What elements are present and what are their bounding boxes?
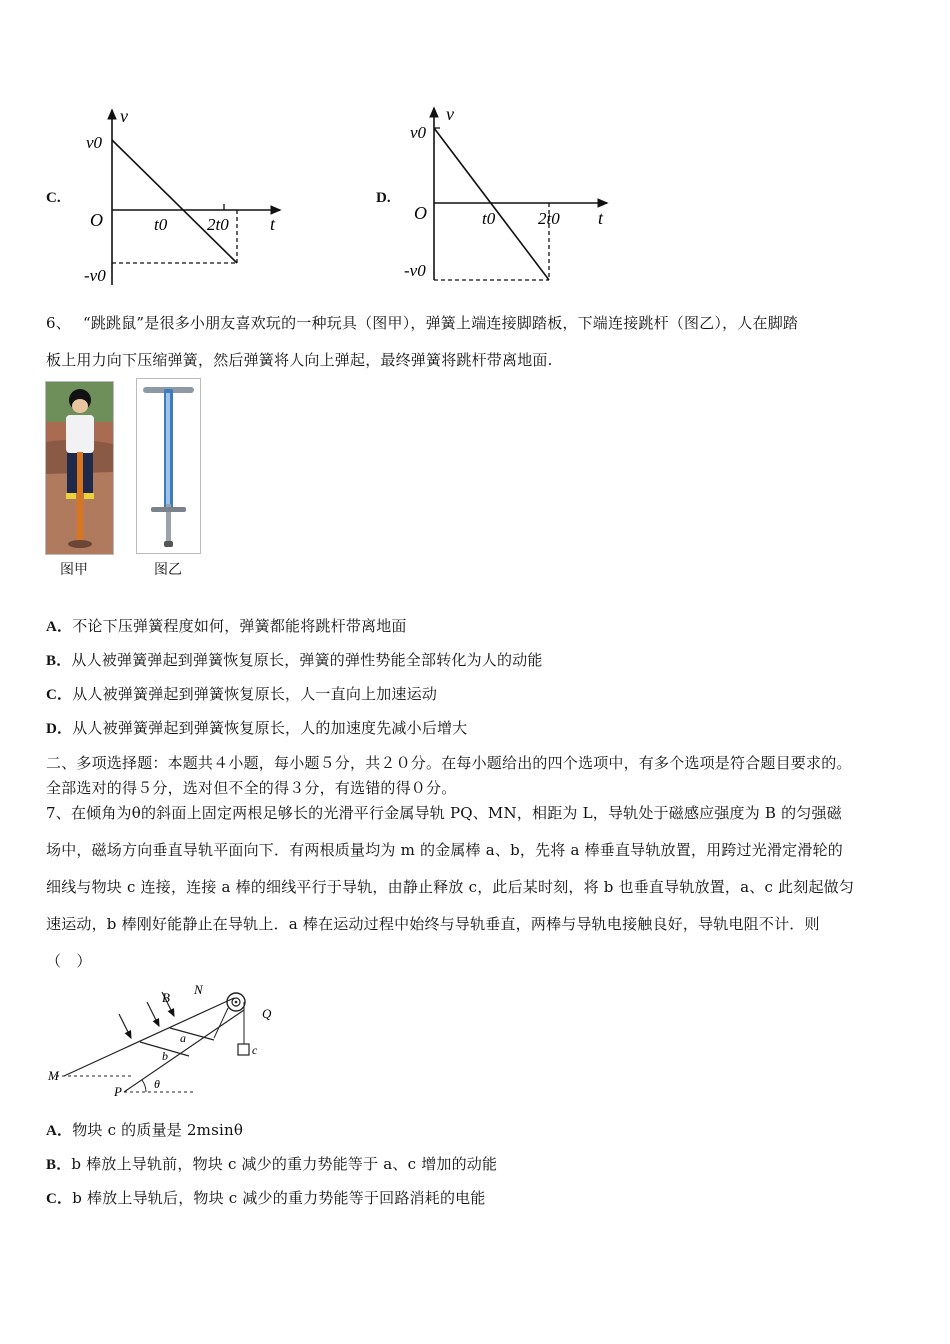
block-c — [238, 1044, 249, 1055]
q7-rail-diagram — [44, 980, 284, 1100]
label-theta: θ — [154, 1077, 160, 1091]
q7-stem-line3: 细线与物块 c 连接，连接 a 棒的细线平行于导轨，由静止释放 c，此后某时刻，将 b 也垂直导轨放置，a、c 此刻起做匀 — [46, 878, 855, 896]
graph-d-origin-label: O — [414, 203, 427, 223]
field-arrow-2 — [147, 1002, 159, 1026]
q7-option-b — [46, 1153, 497, 1174]
label-P: P — [114, 1084, 122, 1099]
graph-c-neg-v0-label: -v0 — [84, 266, 106, 285]
section2-heading-line1: 二、多项选择题：本题共４小题，每小题５分，共２０分。在每小题给出的四个选项中，有多个选项是符合题目要求的。 — [46, 754, 852, 772]
q6-option-b-text: 从人被弹簧弹起到弹簧恢复原长，弹簧的弹性势能全部转化为人的动能 — [71, 651, 543, 669]
label-N: N — [194, 982, 203, 997]
q6-option-c-text: 从人被弹簧弹起到弹簧恢复原长，人一直向上加速运动 — [72, 685, 438, 703]
label-B: B — [162, 990, 170, 1005]
rod-a — [170, 1028, 214, 1040]
graph-d — [402, 100, 617, 290]
q7-option-c — [46, 1187, 486, 1208]
q6-option-c — [46, 683, 437, 704]
q6-stem-line2: 板上用力向下压缩弹簧，然后弹簧将人向上弹起，最终弹簧将跳杆带离地面. — [46, 351, 553, 369]
q7-answer-paren: （ ） — [46, 952, 92, 970]
q7-option-a-text: 物块 c 的质量是 2msinθ — [72, 1121, 244, 1139]
q7-stem-line4: 速运动，b 棒刚好能静止在导轨上．a 棒在运动过程中始终与导轨垂直，两棒与导轨电接触良好，导轨电阻不计．则 — [46, 915, 820, 933]
label-a: a — [180, 1031, 186, 1045]
q7-option-b-letter: B． — [46, 1157, 72, 1173]
q6-stem-text1: “跳跳鼠”是很多小朋友喜欢玩的一种玩具（图甲），弹簧上端连接脚踏板，下端连接跳杆（图乙），人在脚踏 — [82, 314, 799, 332]
graph-c — [80, 100, 290, 290]
graph-c-2t0-label: 2t0 — [207, 215, 229, 234]
q6-stem-line1 — [46, 312, 798, 333]
graph-d-t-label: t — [598, 208, 604, 228]
q7-option-a-letter: A． — [46, 1123, 73, 1139]
option-d-label: D. — [376, 190, 391, 206]
label-b: b — [162, 1049, 168, 1063]
q7-stem-line2: 场中，磁场方向垂直导轨平面向下．有两根质量均为 m 的金属棒 a、b，先将 a 棒垂直导轨放置，用跨过光滑定滑轮的 — [46, 841, 843, 859]
q6-option-b-letter: B． — [46, 653, 72, 669]
q7-option-a — [46, 1119, 243, 1140]
q7-option-c-letter: C． — [46, 1191, 73, 1207]
q6-number: 6、 — [46, 314, 71, 332]
photo-child-on-pogo-stick — [45, 381, 114, 555]
q7-stem-line1: 7、在倾角为θ的斜面上固定两根足够长的光滑平行金属导轨 PQ、MN，相距为 L，导轨处于磁感应强度为 B 的匀强磁 — [46, 804, 842, 822]
graph-d-v0-label: v0 — [410, 123, 427, 142]
graph-c-t0-label: t0 — [154, 215, 168, 234]
graph-c-velocity-line — [112, 140, 237, 263]
graph-d-velocity-line — [434, 128, 549, 280]
graph-d-2t0-label: 2t0 — [538, 209, 560, 228]
q6-option-d-letter: D． — [46, 721, 73, 737]
graph-c-t-label: t — [270, 214, 276, 234]
caption-figure-b: 图乙 — [154, 562, 182, 578]
graph-d-t0-label: t0 — [482, 209, 496, 228]
label-M: M — [48, 1068, 59, 1083]
q7-option-b-text: b 棒放上导轨前，物块 c 减少的重力势能等于 a、c 增加的动能 — [71, 1155, 498, 1173]
graph-c-v-label: v — [120, 106, 128, 126]
q6-option-a — [46, 615, 407, 636]
photo-pogo-stick — [136, 378, 201, 554]
q6-option-d-text: 从人被弹簧弹起到弹簧恢复原长，人的加速度先减小后增大 — [72, 719, 468, 737]
rail-pq — [124, 1010, 244, 1092]
graph-d-v-label: v — [446, 104, 454, 124]
section2-heading-line2: 全部选对的得５分，选对但不全的得３分，有选错的得０分。 — [46, 779, 457, 797]
field-arrow-3 — [119, 1014, 131, 1038]
graph-c-origin-label: O — [90, 210, 103, 230]
label-Q: Q — [262, 1006, 272, 1021]
option-c-label: C. — [46, 190, 61, 206]
q6-option-a-letter: A． — [46, 619, 73, 635]
rail-mn — [64, 998, 234, 1076]
graph-c-v0-label: v0 — [86, 133, 103, 152]
label-c: c — [252, 1043, 258, 1057]
q6-option-d — [46, 717, 467, 738]
q7-option-c-text: b 棒放上导轨后，物块 c 减少的重力势能等于回路消耗的电能 — [72, 1189, 486, 1207]
q6-option-b — [46, 649, 543, 670]
graph-d-neg-v0-label: -v0 — [404, 261, 426, 280]
q6-option-a-text: 不论下压弹簧程度如何，弹簧都能将跳杆带离地面 — [72, 617, 407, 635]
q6-option-c-letter: C． — [46, 687, 73, 703]
caption-figure-a: 图甲 — [60, 562, 88, 578]
